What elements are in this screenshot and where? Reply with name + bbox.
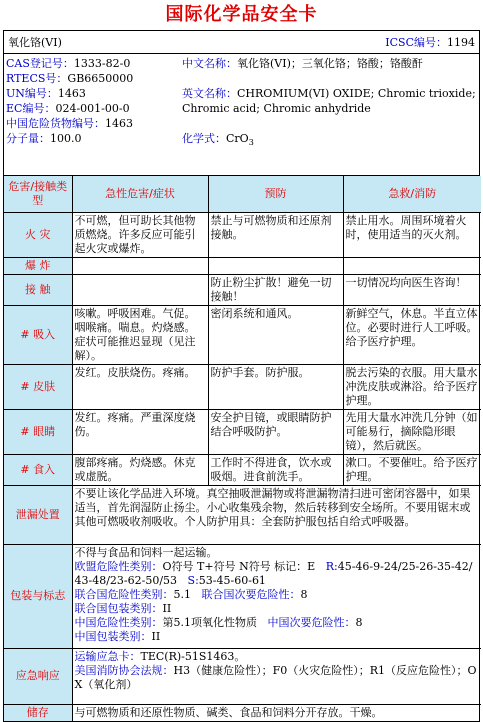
row-first-aid: [343, 257, 481, 274]
mw-line: [6, 131, 182, 146]
identifiers-block: [4, 54, 479, 176]
card-title: 国际化学品安全卡: [165, 4, 318, 25]
transport-card-value: TEC(R)-51S1463。: [140, 649, 246, 663]
un-line: [6, 86, 182, 101]
row-first-aid: 新鲜空气，休息。半直立体位。必要时进行人工呼吸。给予医疗护理。: [343, 305, 481, 364]
ec-label: EC编号：: [6, 102, 56, 115]
transport-card-line: [75, 650, 480, 664]
emergency-row: [4, 648, 481, 704]
row-hazard: [72, 257, 208, 274]
nfpa-label: 美国消防协会法规：: [74, 663, 174, 677]
row-first-aid: 脱去污染的衣服。用大量水冲洗皮肤或淋浴。给予医疗护理。: [343, 364, 481, 409]
cn-pack-line: [75, 630, 480, 644]
s-phrase-label: S:: [187, 573, 199, 587]
rtecs-label: RTECS号：: [6, 72, 68, 85]
eu-class-label: 欧盟危险性类别：: [74, 559, 163, 573]
mw-label: 分子量：: [6, 132, 50, 145]
row-hazard: 咳嗽。呼吸困难。气促。咽喉痛。喘息。灼烧感。症状可能推迟显现（见注解）。: [72, 305, 208, 364]
row-hazard: 不可燃，但可助长其他物质燃烧。许多反应可能引起火灾或爆炸。: [72, 212, 208, 257]
un-value: 1463: [57, 87, 86, 100]
en-name-line: [182, 86, 477, 116]
un-pack-line: [75, 602, 480, 616]
packaging-category: 包装与标志: [4, 544, 72, 648]
row-hazard: [72, 274, 208, 305]
storage-category: 储存: [4, 704, 72, 721]
row-category: # 食入: [4, 454, 72, 485]
cn-dangerous-line: [6, 116, 182, 131]
safety-card: [3, 30, 480, 722]
table-row: [4, 364, 481, 409]
cn-dangerous-value: 1463: [105, 117, 133, 130]
spill-category: 泄漏处置: [4, 485, 72, 544]
r-phrase-value: 45-46-9-24/25-26-35-42/43-48/23-62-50/53: [74, 559, 473, 587]
row-first-aid: 禁止用水。周围环境着火时，使用适当的灭火剂。: [343, 212, 481, 257]
cn-dangerous-label: 中国危险货物编号：: [6, 117, 105, 130]
row-prevention: [208, 257, 343, 274]
row-hazard: 发红。疼痛。严重深度烧伤。: [72, 409, 208, 454]
un-class-label: 联合国危险性类别：: [74, 587, 174, 601]
header-hazard: 急性危害/症状: [72, 176, 208, 212]
cn-pack-value: II: [151, 629, 161, 643]
spill-row: [4, 485, 481, 544]
table-row: [4, 409, 481, 454]
table-row: [4, 257, 481, 274]
table-row: [4, 274, 481, 305]
row-prevention: 防止粉尘扩散！避免一切接触！: [208, 274, 343, 305]
name-row: [4, 31, 479, 54]
row-prevention: 安全护目镜，或眼睛防护结合呼吸防护。: [208, 409, 343, 454]
table-row: [4, 212, 481, 257]
header-prevention: 预防: [208, 176, 343, 212]
un-pack-label: 联合国包装类别：: [74, 601, 163, 615]
eu-class-value: O符号 T+符号 N符号 标记：E: [162, 559, 316, 573]
row-prevention: 防护手套。防护服。: [208, 364, 343, 409]
un-label: UN编号：: [6, 87, 58, 100]
un-pack-value: II: [162, 601, 172, 615]
eu-class-line: [75, 560, 480, 588]
packaging-row: [4, 544, 481, 648]
cn-pack-label: 中国包装类别：: [74, 629, 152, 643]
row-category: 接 触: [4, 274, 72, 305]
en-name-value: CHROMIUM(VI) OXIDE; Chromic trioxide; Chromic acid; Chromic anhydride: [182, 87, 476, 115]
row-prevention: 密闭系统和通风。: [208, 305, 343, 364]
r-phrase-label: R:: [325, 559, 338, 573]
ec-value: 024-001-00-0: [55, 102, 130, 115]
row-category: # 眼睛: [4, 409, 72, 454]
nfpa-value: H3（健康危险性）；F0（火灾危险性）；R1（反应危险性）；OX（氧化剂）: [74, 663, 477, 691]
row-category: 火 灾: [4, 212, 72, 257]
un-sub-value: 8: [300, 587, 308, 601]
nfpa-line: [75, 664, 480, 692]
icsc-value: 1194: [447, 36, 475, 49]
identifiers-left: [6, 56, 182, 171]
mw-value: 100.0: [50, 132, 82, 145]
cn-class-value: 第5.1项氧化性物质: [162, 615, 257, 629]
icsc-label: ICSC编号：: [385, 36, 447, 49]
cn-class-line: [75, 616, 480, 630]
cn-name-value: 氧化铬(VI)；三氧化铬；铬酸；铬酸酐: [237, 57, 423, 70]
spill-text: 不要让该化学品进入环境。真空抽吸泄漏物或将泄漏物清扫进可密闭容器中，如果适当，首先润湿防止扬尘。小心收集残余物，然后转移到安全场所。不要用锯末或其他可燃吸收剂吸收。个人防护用具：全套防护服包括自给式呼吸器。: [72, 485, 481, 544]
cn-name-line: [182, 56, 477, 71]
emergency-content: [72, 648, 481, 704]
un-class-value: 5.1: [173, 587, 191, 601]
identifiers-right: [182, 56, 477, 171]
storage-row: [4, 704, 481, 721]
rtecs-line: [6, 71, 182, 86]
row-hazard: 发红。皮肤烧伤。疼痛。: [72, 364, 208, 409]
row-category: # 吸入: [4, 305, 72, 364]
ec-line: [6, 101, 182, 116]
emergency-category: 应急响应: [4, 648, 72, 704]
row-hazard: 腹部疼痛。灼烧感。休克或虚脱。: [72, 454, 208, 485]
header-first-aid: 急救/消防: [343, 176, 481, 212]
s-phrase-value: 53-45-60-61: [198, 573, 266, 587]
cas-value: 1333-82-0: [73, 57, 131, 70]
packaging-line-1: 不得与食品和饲料一起运输。: [74, 545, 218, 559]
cn-sub-label: 中国次要危险性：: [267, 615, 356, 629]
row-first-aid: 先用大量水冲洗几分钟（如可能易行，摘除隐形眼镜），然后就医。: [343, 409, 481, 454]
un-sub-label: 联合国次要危险性：: [201, 587, 301, 601]
chemical-name: 氧化铬(VI): [8, 36, 62, 49]
row-prevention: 工作时不得进食，饮水或吸烟。进食前洗手。: [208, 454, 343, 485]
cn-class-label: 中国危险性类别：: [74, 615, 163, 629]
hazard-table: [4, 176, 481, 721]
transport-card-label: 运输应急卡：: [74, 649, 141, 663]
formula-line: [182, 131, 477, 150]
header-type: 危害/接触类型: [4, 176, 72, 212]
formula-main: CrO: [226, 132, 249, 145]
table-row: [4, 454, 481, 485]
icsc-number: [385, 34, 475, 50]
cn-sub-value: 8: [355, 615, 363, 629]
un-class-line: [75, 588, 480, 602]
cn-name-label: 中文名称：: [182, 57, 237, 70]
formula-subscript: 3: [248, 138, 254, 147]
row-category: 爆 炸: [4, 257, 72, 274]
row-category: # 皮肤: [4, 364, 72, 409]
packaging-content: [72, 544, 481, 648]
cas-label: CAS登记号：: [6, 57, 74, 70]
row-first-aid: 一切情况均向医生咨询！: [343, 274, 481, 305]
rtecs-value: GB6650000: [67, 72, 134, 85]
table-header-row: [4, 176, 481, 212]
row-first-aid: 漱口。不要催吐。给予医疗护理。: [343, 454, 481, 485]
en-name-label: 英文名称：: [182, 87, 237, 100]
formula-label: 化学式：: [182, 132, 226, 145]
cas-line: [6, 56, 182, 71]
table-row: [4, 305, 481, 364]
row-prevention: 禁止与可燃物质和还原剂接触。: [208, 212, 343, 257]
storage-text: 与可燃物质和还原性物质、碱类、食品和饲料分开存放。干燥。: [72, 704, 481, 721]
